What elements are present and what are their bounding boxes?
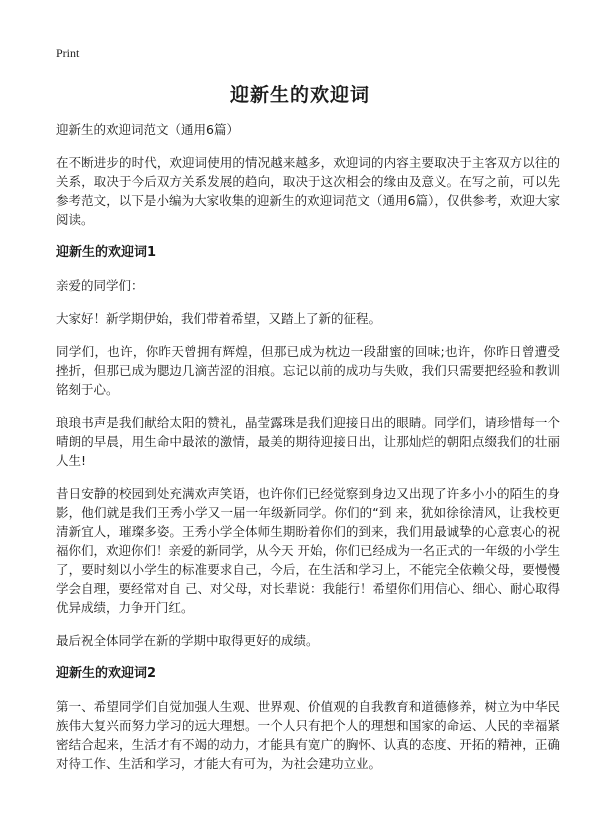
print-link[interactable]: Print [56, 46, 80, 60]
document-subtitle: 迎新生的欢迎词范文（通用6篇） [56, 122, 239, 137]
paragraph: 昔日安静的校园到处充满欢声笑语，也许你们已经觉察到身边又出现了许多小小的陌生的身影，他们就是我们王秀小学又一届一年级新同学。你们的“到 来，犹如徐徐清风，让我校更清新宜人，璀璨多姿。王秀小学全体师生期盼着你们的到来，我们用最诚挚的心意衷心的祝福你们，欢迎你们！亲爱的新同学，从今天 开始，你们已经成为一名正式的一年级的小学生了，要时刻以小学生的标准要求自己，今后，在生活和学习上，不能完全依赖父母，要慢慢学会自理，要经常对自 己、对父母，对长辈说：我能行！希望你们用信心、细心、耐心取得优异成绩，力争开门红。 [56, 486, 560, 615]
page-title: 迎新生的欢迎词 [229, 84, 370, 106]
paragraph: 大家好！新学期伊始，我们带着希望，又踏上了新的征程。 [56, 311, 382, 326]
section-heading-1: 迎新生的欢迎词1 [56, 245, 157, 260]
intro-paragraph: 在不断进步的时代，欢迎词使用的情况越来越多，欢迎词的内容主要取决于主客双方以往的关系，取决于今后双方关系发展的趋向，取决于这次相会的缘由及意义。在写之前，可以先参考范文，以下是小编为大家收集的迎新生的欢迎词范文（通用6篇），仅供参考，欢迎大家阅读。 [56, 155, 560, 227]
paragraph: 最后祝全体同学在新的学期中取得更好的成绩。 [56, 633, 319, 648]
paragraph: 同学们，也许，你昨天曾拥有辉煌，但那已成为枕边一段甜蜜的回味;也许，你昨日曾遭受挫折，但那已成为腮边几滴苦涩的泪痕。忘记以前的成功与失败，我们只需要把经验和教训铭刻于心。 [56, 344, 560, 397]
paragraph: 第一、希望同学们自觉加强人生观、世界观、价值观的自我教育和道德修养，树立为中华民族伟大复兴而努力学习的远大理想。一个人只有把个人的理想和国家的命运、人民的幸福紧密结合起来，生活才有不竭的动力，才能具有宽广的胸怀、认真的态度、开拓的精神，正确对待工作、生活和学习，才能大有可为，为社会建功立业。 [56, 699, 560, 771]
paragraph: 亲爱的同学们： [56, 278, 144, 293]
section-heading-2: 迎新生的欢迎词2 [56, 666, 157, 681]
paragraph: 琅琅书声是我们献给太阳的赞礼，晶莹露珠是我们迎接日出的眼睛。同学们，请珍惜每一个晴朗的早晨，用生命中最浓的激情，最美的期待迎接日出，让那灿烂的朝阳点缀我们的壮丽人生! [56, 415, 560, 468]
document-body [56, 120, 560, 787]
